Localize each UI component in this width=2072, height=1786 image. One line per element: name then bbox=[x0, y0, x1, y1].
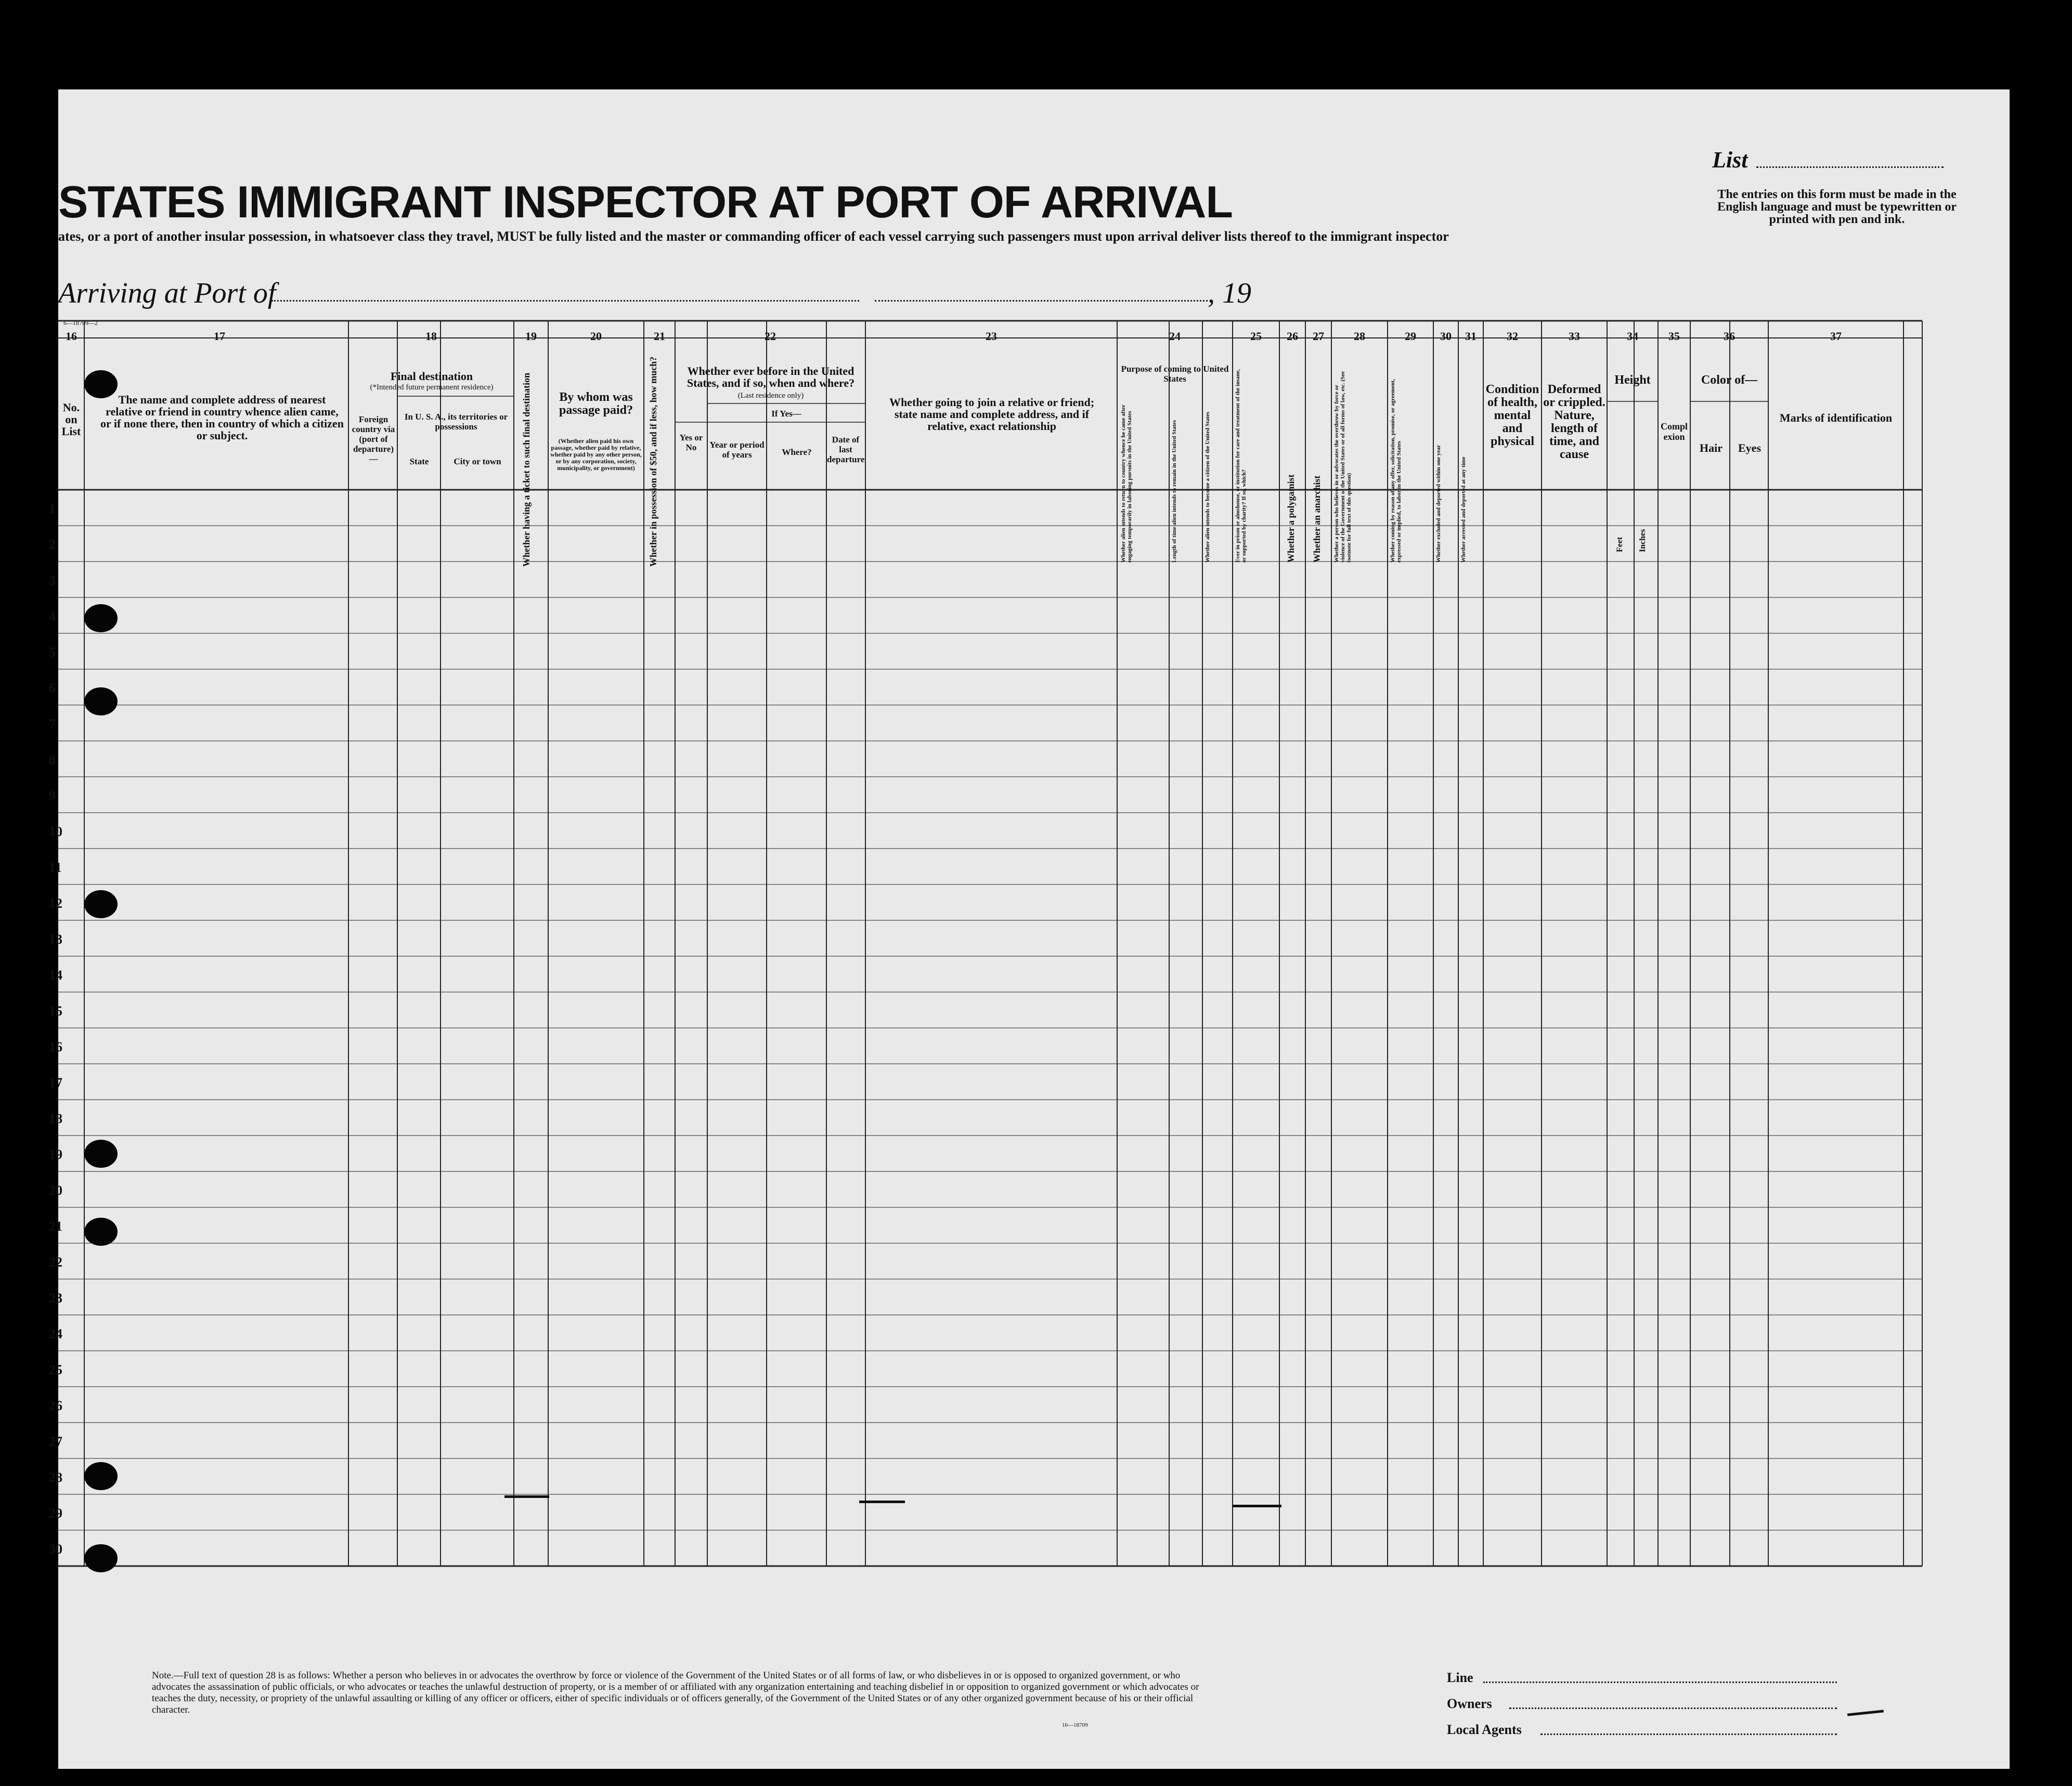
pen-dash-mark bbox=[1233, 1505, 1281, 1507]
header-purpose: Purpose of coming to United States bbox=[1121, 364, 1229, 384]
col-num-26: 26 bbox=[1287, 330, 1298, 343]
header-marks-identification: Marks of identification bbox=[1779, 411, 1893, 424]
punch-hole bbox=[84, 604, 118, 632]
header-state: State bbox=[409, 457, 429, 466]
header-ever-before-sub: (Last residence only) bbox=[737, 392, 804, 400]
header-final-destination: Final destination bbox=[390, 370, 473, 383]
form-page bbox=[49, 89, 2010, 1769]
header-foreign-country: Foreign country via (port of departure)— bbox=[352, 414, 395, 464]
punch-hole bbox=[84, 890, 118, 918]
row-number: 28 bbox=[49, 1470, 62, 1485]
header-purpose-b: Length of time alien intends to remain in the United States bbox=[1171, 420, 1177, 563]
line-field[interactable] bbox=[1483, 1681, 1837, 1683]
row-number: 6 bbox=[49, 681, 56, 696]
pen-dash-mark bbox=[504, 1495, 549, 1498]
col-num-35: 35 bbox=[1668, 330, 1680, 343]
row-number: 9 bbox=[49, 788, 56, 803]
form-title: STATES IMMIGRANT INSPECTOR AT PORT OF ARRIVAL bbox=[58, 177, 1233, 227]
col-num-30: 30 bbox=[1440, 330, 1452, 343]
arriving-port-label: Arriving at Port of bbox=[58, 277, 276, 309]
row-number: 21 bbox=[49, 1219, 62, 1234]
punch-hole bbox=[84, 1544, 118, 1572]
header-arrested: Whether arrested and deported at any time bbox=[1460, 457, 1467, 563]
row-number: 5 bbox=[49, 645, 56, 660]
header-city: City or town bbox=[454, 457, 501, 466]
header-fifty-dollars: Whether in possession of $50, and if less, how much? bbox=[648, 356, 658, 567]
header-ever-before: Whether ever before in the United States, and if so, when and where? bbox=[687, 364, 855, 389]
local-agents-label: Local Agents bbox=[1447, 1722, 1522, 1737]
row-number: 11 bbox=[49, 860, 62, 875]
col-num-21: 21 bbox=[654, 330, 665, 343]
form-code-bottom: 16—18709 bbox=[1062, 1722, 1088, 1728]
col-num-23: 23 bbox=[986, 330, 997, 343]
form-code-top: 6—18709—2 bbox=[63, 319, 98, 327]
header-eyes: Eyes bbox=[1738, 441, 1761, 454]
row-number: 4 bbox=[49, 609, 56, 624]
row-number: 7 bbox=[49, 716, 56, 732]
header-if-yes: If Yes— bbox=[771, 409, 801, 419]
pen-dash-mark bbox=[859, 1501, 905, 1503]
row-number: 12 bbox=[49, 896, 62, 911]
col-num-34: 34 bbox=[1627, 330, 1638, 343]
col-num-17: 17 bbox=[214, 330, 225, 343]
punch-hole bbox=[84, 1462, 118, 1490]
row-number: 20 bbox=[49, 1183, 62, 1198]
row-number: 22 bbox=[49, 1255, 62, 1270]
punch-hole bbox=[84, 1140, 118, 1168]
line-label: Line bbox=[1447, 1670, 1473, 1685]
row-number: 8 bbox=[49, 752, 56, 767]
owners-field[interactable] bbox=[1509, 1707, 1837, 1709]
header-no-on-list: No. on List bbox=[61, 401, 81, 438]
header-year-period: Year or period of years bbox=[709, 440, 765, 460]
header-overthrow: Whether a person who believes in or advocates the overthrow by force or violence of the Government of the United States or of all forms of law, etc. (See footnote for full text of this question) bbox=[1333, 371, 1352, 563]
row-number: 26 bbox=[49, 1398, 62, 1413]
footnote-question-28: Note.—Full text of question 28 is as follows: Whether a person who believes in or advocates the overthrow by force or violence of the Government of the United States or of all forms of law, or who disbelieves in or is opposed to organized government, or who advocates the assassination of public officials, or who advocates or teaches the unlawful destruction of property, or is a member of or affiliated with any organization entertaining and teaching disbelief in or opposition to organized government or which advocates or teaches the duty, necessity, or propriety of the unlawful assaulting or killing of any officer or officers, either of specific individuals or of officers generally, of the Government of the United States or of any other organized government because of his or their official character. bbox=[152, 1670, 1199, 1715]
row-number: 16 bbox=[49, 1039, 62, 1054]
list-label: List bbox=[1712, 147, 1748, 173]
header-in-usa: In U. S. A., its territories or possessions bbox=[404, 412, 508, 432]
col-num-33: 33 bbox=[1569, 330, 1580, 343]
row-number: 29 bbox=[49, 1506, 62, 1521]
header-prison: Ever in prison or almshouse, or institution for care and treatment of the insane, or supported by charity? If so, which? bbox=[1235, 369, 1247, 563]
header-hair: Hair bbox=[1700, 441, 1723, 454]
col-num-19: 19 bbox=[525, 330, 537, 343]
row-number: 1 bbox=[49, 501, 56, 516]
header-join-relative: Whether going to join a relative or friend; state name and complete address, and if relative, exact relationship bbox=[889, 396, 1095, 433]
row-number: 14 bbox=[49, 968, 62, 983]
header-inches: Inches bbox=[1638, 529, 1647, 552]
row-number: 19 bbox=[49, 1147, 62, 1162]
header-passage-paid-sub: (Whether alien paid his own passage, whether paid by relative, whether paid by any other person, or by any corporation, society, municipality, or government) bbox=[550, 437, 642, 472]
header-labor-offer: Whether coming by reason of any offer, solicitation, promise, or agreement, expressed or implied, to labor in the United States bbox=[1390, 379, 1402, 563]
row-number: 30 bbox=[49, 1542, 62, 1557]
header-ticket: Whether having a ticket to such final destination bbox=[521, 372, 532, 567]
header-feet: Feet bbox=[1615, 537, 1624, 552]
year-prefix: , 19 bbox=[1208, 277, 1251, 309]
col-num-32: 32 bbox=[1507, 330, 1518, 343]
row-number: 13 bbox=[49, 932, 62, 947]
col-num-16: 16 bbox=[66, 330, 77, 343]
local-agents-field[interactable] bbox=[1540, 1733, 1837, 1735]
row-number: 25 bbox=[49, 1362, 62, 1377]
row-number: 18 bbox=[49, 1111, 62, 1126]
punch-hole bbox=[84, 370, 118, 398]
form-instructions: The entries on this form must be made in the English language and must be typewritten or printed with pen and ink. bbox=[1717, 188, 1957, 226]
punch-hole bbox=[84, 1218, 118, 1246]
col-num-37: 37 bbox=[1830, 330, 1842, 343]
row-number: 24 bbox=[49, 1326, 62, 1341]
header-health: Condition of health, mental and physical bbox=[1485, 383, 1539, 448]
header-final-destination-sub: (*Intended future permanent residence) bbox=[370, 383, 494, 392]
header-excluded: Whether excluded and deported within one year bbox=[1435, 445, 1442, 563]
header-height: Height bbox=[1614, 373, 1651, 387]
row-number: 3 bbox=[49, 573, 56, 588]
row-number: 10 bbox=[49, 824, 62, 839]
row-number: 27 bbox=[49, 1434, 62, 1449]
owners-label: Owners bbox=[1447, 1696, 1492, 1711]
row-number: 23 bbox=[49, 1290, 62, 1306]
col-num-25: 25 bbox=[1250, 330, 1262, 343]
header-purpose-c: Whether alien intends to become a citizen of the United States bbox=[1205, 411, 1211, 563]
form-subtitle: ates, or a port of another insular possession, in whatsoever class they travel, MUST be fully listed and the master or commanding officer of each vessel carrying such passengers must upon arrival deliver lists thereof to the immigrant inspector bbox=[58, 229, 1449, 244]
header-passage-paid: By whom was passage paid? bbox=[559, 390, 633, 417]
row-number: 17 bbox=[49, 1075, 62, 1090]
col-num-22: 22 bbox=[765, 330, 776, 343]
header-date-departure: Date of last departure bbox=[827, 435, 865, 464]
col-num-31: 31 bbox=[1465, 330, 1477, 343]
col-num-27: 27 bbox=[1313, 330, 1324, 343]
col-num-28: 28 bbox=[1354, 330, 1365, 343]
header-where: Where? bbox=[782, 447, 812, 457]
col-num-18: 18 bbox=[425, 330, 437, 343]
row-number: 15 bbox=[49, 1003, 62, 1019]
header-color-of: Color of— bbox=[1701, 373, 1758, 387]
row-number: 2 bbox=[49, 537, 56, 552]
header-anarchist: Whether an anarchist bbox=[1312, 475, 1322, 563]
col-num-36: 36 bbox=[1724, 330, 1735, 343]
header-yes-no: Yes or No bbox=[679, 433, 703, 452]
col-num-24: 24 bbox=[1169, 330, 1181, 343]
col-num-20: 20 bbox=[590, 330, 602, 343]
col-num-29: 29 bbox=[1405, 330, 1416, 343]
punch-hole bbox=[84, 687, 118, 715]
header-deformed: Deformed or crippled. Nature, length of time, and cause bbox=[1543, 383, 1605, 461]
header-purpose-a: Whether alien intends to return to country whence he came after engaging temporarily in laboring pursuits in the United States bbox=[1120, 405, 1133, 563]
header-polygamist: Whether a polygamist bbox=[1286, 474, 1296, 563]
header-complexion: Complexion bbox=[1660, 421, 1688, 442]
header-nearest-relative: The name and complete address of nearest relative or friend in country whence alien came, or if none there, then in country of which a citizen or subject. bbox=[100, 393, 344, 442]
